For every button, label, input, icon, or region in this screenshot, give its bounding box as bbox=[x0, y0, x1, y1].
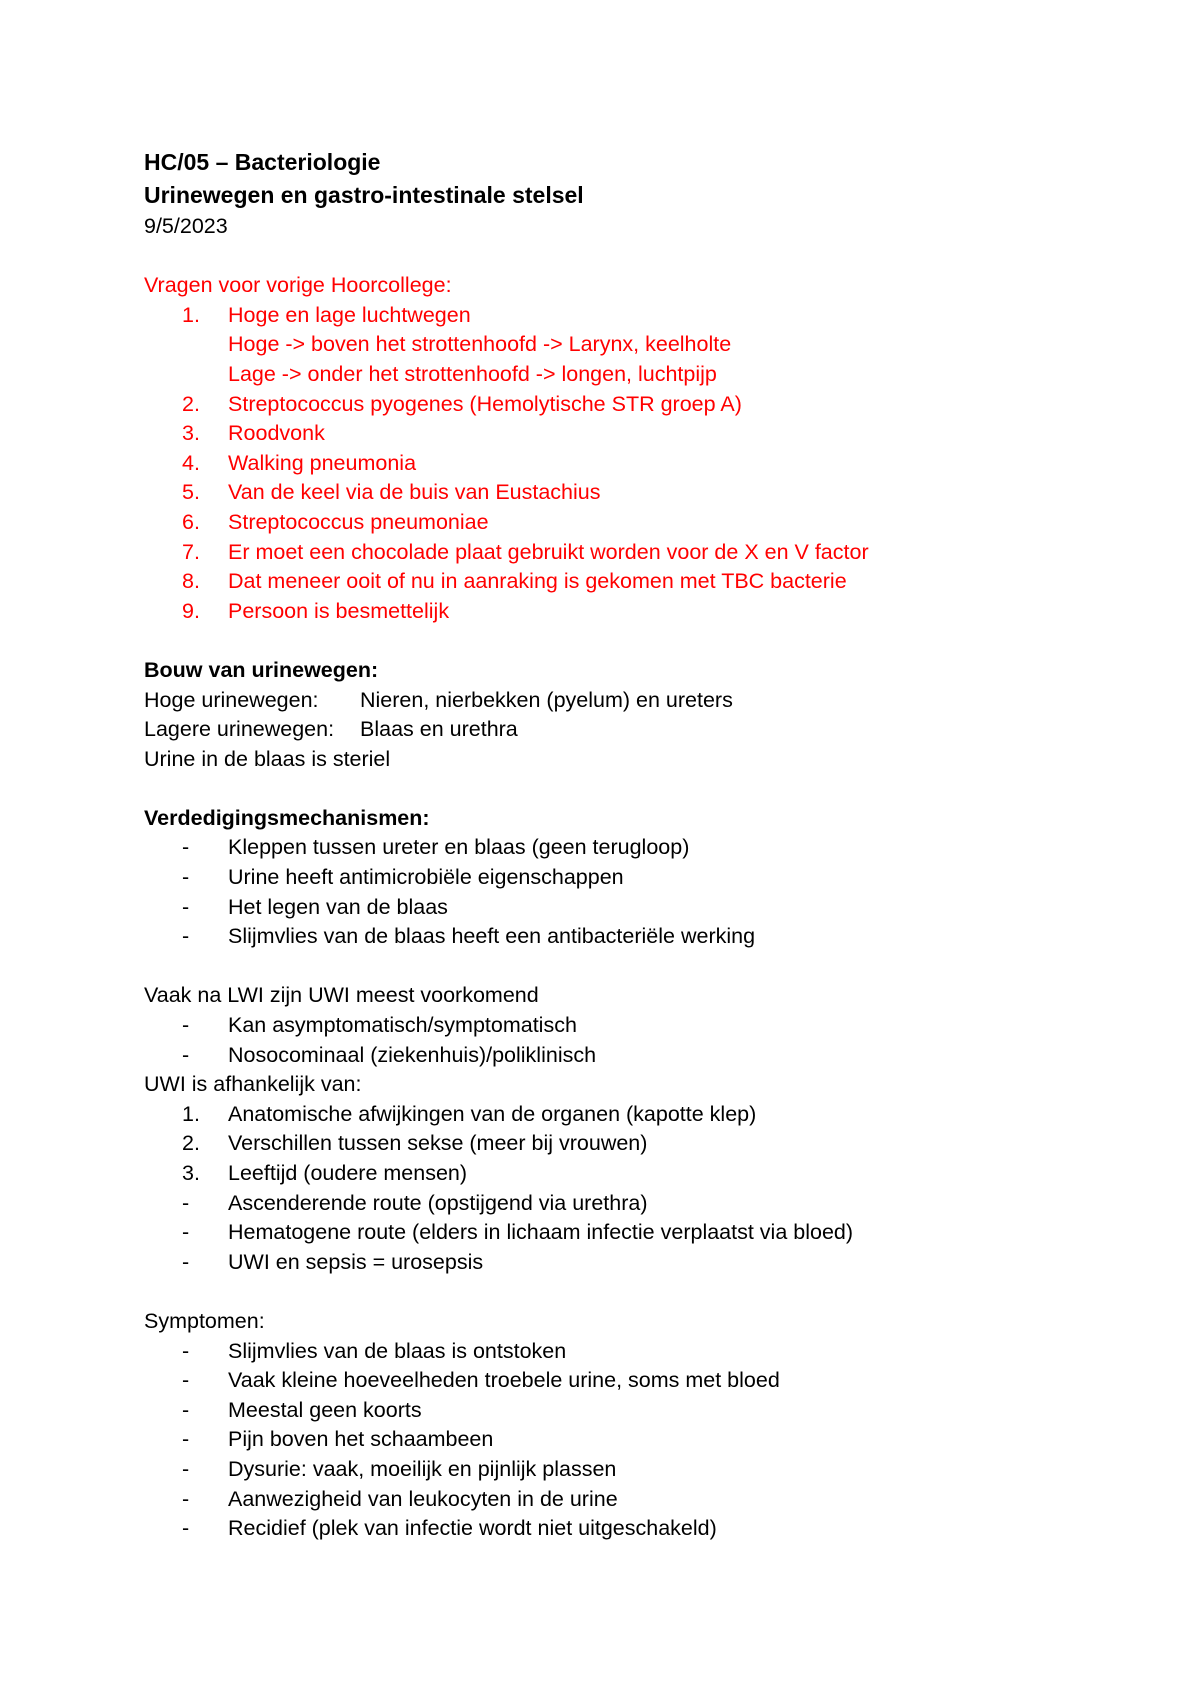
list-item bbox=[144, 567, 1104, 597]
list-item-text: Verschillen tussen sekse (meer bij vrouwen) bbox=[228, 1131, 648, 1156]
list-item-text: Kan asymptomatisch/symptomatisch bbox=[228, 1013, 577, 1038]
list-item bbox=[144, 597, 1104, 627]
list-marker: 2. bbox=[182, 1131, 200, 1156]
list-item bbox=[144, 1189, 1104, 1219]
list-item bbox=[144, 1485, 1104, 1515]
document-content bbox=[144, 146, 1104, 1544]
list-marker: 3. bbox=[182, 1161, 200, 1185]
list-item bbox=[144, 922, 1104, 952]
list-marker: - bbox=[182, 835, 190, 860]
list-item bbox=[144, 1425, 1104, 1455]
list-marker bbox=[144, 360, 228, 390]
list-item bbox=[144, 1011, 1104, 1041]
list-item bbox=[144, 1218, 1104, 1248]
list-marker: 4. bbox=[182, 450, 200, 475]
spacer bbox=[144, 774, 1104, 804]
list-item bbox=[144, 833, 1104, 863]
list-item bbox=[144, 301, 1104, 331]
list-marker: - bbox=[182, 1338, 190, 1363]
uwi-depends-list bbox=[144, 1100, 1104, 1278]
list-item bbox=[144, 419, 1104, 449]
list-item-text: Vaak kleine hoeveelheden troebele urine, soms met bloed bbox=[228, 1368, 780, 1393]
list-marker: 3. bbox=[182, 421, 200, 446]
list-item bbox=[144, 1396, 1104, 1426]
bouw-heading: Bouw van urinewegen: bbox=[144, 657, 379, 682]
list-item-text: Leeftijd (oudere mensen) bbox=[228, 1161, 468, 1185]
list-item bbox=[144, 330, 1104, 360]
list-marker: 6. bbox=[182, 509, 200, 534]
list-item-text: Slijmvlies van de blaas is ontstoken bbox=[228, 1338, 567, 1363]
list-item-text: Recidief (plek van infectie wordt niet uitgeschakeld) bbox=[228, 1516, 717, 1541]
list-item-text: Aanwezigheid van leukocyten in de urine bbox=[228, 1486, 618, 1511]
list-item bbox=[144, 1100, 1104, 1130]
list-marker: - bbox=[182, 1368, 190, 1393]
list-item bbox=[144, 1041, 1104, 1071]
uwi-intro-list bbox=[144, 1011, 1104, 1070]
list-item-text: Dat meneer ooit of nu in aanraking is gekomen met TBC bacterie bbox=[228, 569, 847, 594]
list-item bbox=[144, 863, 1104, 893]
list-item bbox=[144, 1366, 1104, 1396]
list-item bbox=[144, 538, 1104, 568]
list-marker: - bbox=[182, 1456, 190, 1481]
questions-heading: Vragen voor vorige Hoorcollege: bbox=[144, 273, 452, 298]
list-item-text: Meestal geen koorts bbox=[228, 1397, 422, 1422]
list-item-text: Slijmvlies van de blaas heeft een antibacteriële werking bbox=[228, 924, 756, 949]
list-item-text: Pijn boven het schaambeen bbox=[228, 1427, 494, 1452]
verdediging-heading: Verdedigingsmechanismen: bbox=[144, 805, 430, 830]
list-marker: 8. bbox=[182, 569, 200, 594]
list-item bbox=[144, 1455, 1104, 1485]
list-item bbox=[144, 508, 1104, 538]
list-item-text: Persoon is besmettelijk bbox=[228, 598, 450, 623]
list-item-text: Ascenderende route (opstijgend via urethra) bbox=[228, 1190, 648, 1215]
list-item-text: UWI en sepsis = urosepsis bbox=[228, 1249, 484, 1274]
list-item-text: Walking pneumonia bbox=[228, 450, 417, 475]
list-marker: - bbox=[182, 1190, 190, 1215]
list-item bbox=[144, 478, 1104, 508]
list-item-text: Hematogene route (elders in lichaam infectie verplaatst via bloed) bbox=[228, 1220, 854, 1245]
list-marker: - bbox=[182, 865, 190, 890]
list-item-text: Van de keel via de buis van Eustachius bbox=[228, 480, 601, 505]
list-marker: - bbox=[182, 1042, 190, 1067]
list-marker: - bbox=[182, 1220, 190, 1245]
list-marker: 7. bbox=[182, 539, 200, 564]
spacer bbox=[144, 952, 1104, 982]
list-marker: 1. bbox=[182, 302, 200, 327]
list-item bbox=[144, 1159, 1104, 1189]
list-item-text: Kleppen tussen ureter en blaas (geen terugloop) bbox=[228, 835, 690, 860]
list-marker: - bbox=[182, 1486, 190, 1511]
list-item bbox=[144, 1248, 1104, 1278]
spacer bbox=[144, 242, 1104, 272]
list-marker: 2. bbox=[182, 391, 200, 416]
questions-list bbox=[144, 301, 1104, 627]
list-item bbox=[144, 1337, 1104, 1367]
list-item-text: Lage -> onder het strottenhoofd -> longen, luchtpijp bbox=[228, 361, 717, 386]
list-item-text: Anatomische afwijkingen van de organen (kapotte klep) bbox=[228, 1101, 757, 1126]
bouw-note: Urine in de blaas is steriel bbox=[144, 746, 391, 771]
list-item-text: Het legen van de blaas bbox=[228, 894, 448, 919]
uwi-depends-heading: UWI is afhankelijk van: bbox=[144, 1072, 362, 1097]
list-item-text: Hoge -> boven het strottenhoofd -> Larynx, keelholte bbox=[228, 332, 732, 357]
list-item-text: Hoge en lage luchtwegen bbox=[228, 302, 471, 327]
document-subtitle: Urinewegen en gastro-intestinale stelsel bbox=[144, 182, 584, 208]
bouw-row-value: Nieren, nierbekken (pyelum) en ureters bbox=[360, 687, 733, 712]
bouw-row-label: Hoge urinewegen: bbox=[144, 687, 319, 712]
bouw-row bbox=[144, 715, 1104, 745]
uwi-intro: Vaak na LWI zijn UWI meest voorkomend bbox=[144, 983, 539, 1008]
list-marker: 1. bbox=[182, 1101, 200, 1126]
bouw-row-label: Lagere urinewegen: bbox=[144, 717, 335, 742]
document-title: HC/05 – Bacteriologie bbox=[144, 149, 381, 175]
symptomen-list bbox=[144, 1337, 1104, 1544]
list-item bbox=[144, 360, 1104, 390]
list-item-text: Urine heeft antimicrobiële eigenschappen bbox=[228, 865, 624, 890]
symptomen-heading: Symptomen: bbox=[144, 1308, 265, 1333]
list-item-text: Streptococcus pneumoniae bbox=[228, 509, 489, 534]
list-marker: - bbox=[182, 1516, 190, 1541]
list-marker: - bbox=[182, 894, 190, 919]
list-marker: - bbox=[182, 1397, 190, 1422]
list-item-text: Streptococcus pyogenes (Hemolytische STR groep A) bbox=[228, 391, 742, 416]
spacer bbox=[144, 626, 1104, 656]
bouw-row-value: Blaas en urethra bbox=[360, 717, 518, 742]
document-date: 9/5/2023 bbox=[144, 214, 228, 238]
list-item-text: Roodvonk bbox=[228, 421, 325, 446]
list-marker: 9. bbox=[182, 598, 200, 623]
list-item bbox=[144, 1514, 1104, 1544]
list-item bbox=[144, 390, 1104, 420]
list-item bbox=[144, 893, 1104, 923]
verdediging-list bbox=[144, 833, 1104, 951]
list-item-text: Er moet een chocolade plaat gebruikt worden voor de X en V factor bbox=[228, 539, 869, 564]
bouw-row bbox=[144, 686, 1104, 716]
list-item bbox=[144, 449, 1104, 479]
list-marker bbox=[144, 330, 228, 360]
list-marker: 5. bbox=[182, 480, 200, 505]
list-item bbox=[144, 1129, 1104, 1159]
list-marker: - bbox=[182, 1249, 190, 1274]
spacer bbox=[144, 1277, 1104, 1307]
list-marker: - bbox=[182, 1427, 190, 1452]
list-marker: - bbox=[182, 1013, 190, 1038]
list-item-text: Nosocominaal (ziekenhuis)/poliklinisch bbox=[228, 1042, 597, 1067]
list-item-text: Dysurie: vaak, moeilijk en pijnlijk plassen bbox=[228, 1456, 617, 1481]
list-marker: - bbox=[182, 924, 190, 949]
